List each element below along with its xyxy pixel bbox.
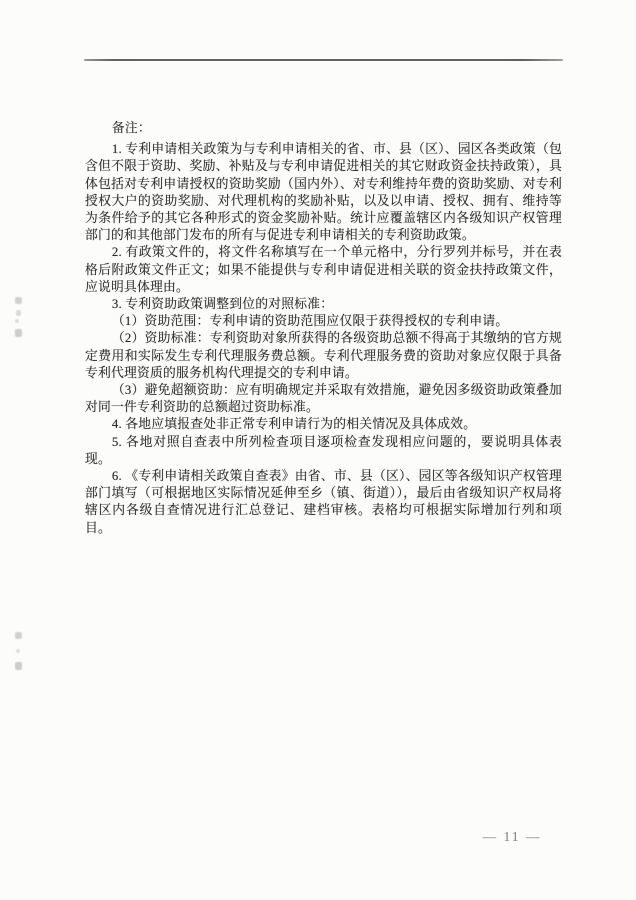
ink-smudge [15,632,22,639]
note-paragraph-3-item-2: （2）资助标准：专利资助对象所获得的各级资助总额不得高于其缴纳的官方规定费用和实际发生专利代理服务费总额。专利代理服务费的资助对象应仅限于具备专利代理资质的服务机构代理提交的专利申请。 [85,331,562,380]
ink-smudge [16,649,20,653]
document-body [85,120,562,537]
margin-ghost-marks-upper [13,297,23,337]
remarks-heading: 备注： [111,121,151,135]
note-paragraph-3-item-3: （3）避免超额资助：应有明确规定并采取有效措施，避免因多级资助政策叠加对同一件专利资助的总额超过资助标准。 [85,383,562,415]
ink-smudge [15,662,22,670]
ink-smudge [16,310,21,316]
ink-smudge [15,319,19,323]
note-paragraph-1: 1. 专利申请相关政策为与专利申请相关的省、市、县（区）、园区各类政策（包含但不限于资助、奖励、补贴及与专利申请促进相关的其它财政资金扶持政策），具体包括对专利申请授权的资助奖励（国内外）、对专利维持年费的资助奖励、对专利授权大户的资助奖励、对代理机构的奖励补贴，以及以申请、授权、拥有、维持等为条件给予的其它各种形式的资金奖励补贴。统计应覆盖辖区内各级知识产权管理部门的和其他部门发布的所有与促进专利申请相关的专利资助政策。 [85,142,562,243]
header-rule [84,59,563,61]
page-number: — 11 — [482,829,542,844]
note-paragraph-5: 5. 各地对照自查表中所列检查项目逐项检查发现相应问题的，要说明具体表现。 [85,434,562,466]
note-paragraph-2: 2. 有政策文件的，将文件名称填写在一个单元格中，分行罗列并标号，并在表格后附政策文件正文；如果不能提供与专利申请促进相关联的资金扶持政策文件，应说明具体理由。 [85,245,562,294]
note-paragraph-3-item-1: （1）资助范围：专利申请的资助范围应仅限于获得授权的专利申请。 [111,314,509,329]
note-paragraph-6: 6. 《专利申请相关政策自查表》由省、市、县（区）、园区等各级知识产权管理部门填写（可根据地区实际情况延伸至乡（镇、街道）），最后由省级知识产权局将辖区内各级自查情况进行汇总登记、建档审核。表格均可根据实际增加行列和项目。 [85,469,562,535]
ink-smudge [15,329,22,337]
note-paragraph-4: 4. 各地应填报查处非正常专利申请行为的相关情况及具体成效。 [111,417,477,432]
margin-ghost-marks-lower [13,632,23,670]
note-paragraph-3: 3. 专利资助政策调整到位的对照标准： [111,297,334,312]
ink-smudge [15,297,22,304]
